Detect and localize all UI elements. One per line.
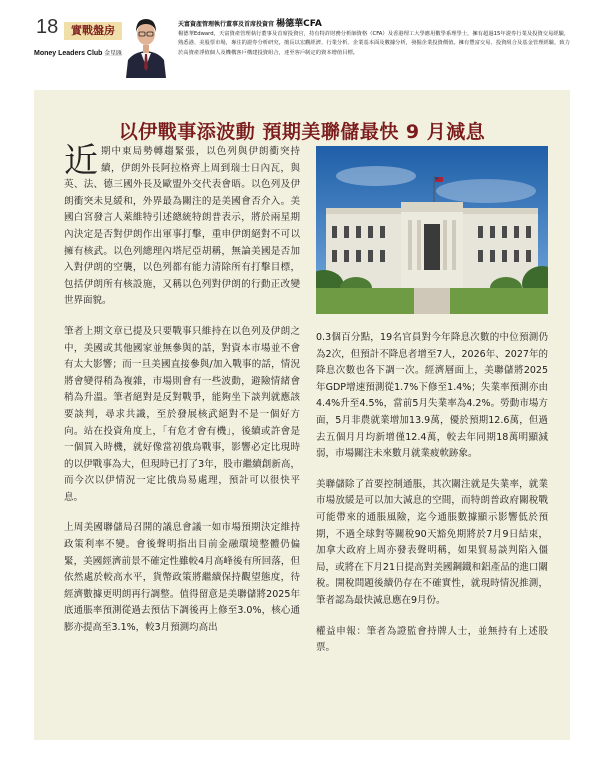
- page-header: [0, 0, 612, 86]
- paragraph-2: 筆者上期文章已提及只要戰事只維持在以色列及伊朗之中，美國或其他國家並無參與的話，對資本市場並不會有太大影響；而一旦美國直接參與/加入戰事的話，情況將會變得稍為複雜，市場則會有一些波動，避險情緒會稍為升溫。筆者絕對是反對戰爭，能夠坐下談判就應該要談判，尋求共識，至於發展核武絕對不是一個好方向。站在投資角度上，「有危才會有機」，後續或許會是一個買入時機，就好像當初俄烏戰事，影響必定比現時的以伊戰事為大，但現時已打了3年，股市繼續創新高，而今次以伊情況一定比俄烏易處理，預計可以很快平息。: [64, 325, 300, 503]
- federal-reserve-photo: [316, 146, 548, 314]
- author-name: 楊德華CFA: [276, 19, 322, 29]
- author-photo: [124, 8, 168, 78]
- paragraph-5: 美聯儲除了首要控制通脹，其次關注就是失業率，就業市場放緩是可以加大減息的空間，而特朗普政府關稅戰可能帶來的通脹風險，迄今通脹數據顯示影響低於預期，不過全球對等關稅90天豁免期將於7月9日結束，加拿大政府上周亦發表聲明稱，如果貿易談判陷入僵局，或將在下月21日提高對美國鋼鐵和鋁產品的進口關稅。開稅問題後續仍存在不確實性，就現時情況推測，筆者認為最快減息應在9月份。: [316, 478, 548, 606]
- paragraph-3: 上周美國聯儲局召開的議息會議一如市場預期決定維持政策利率不變。會後聲明指出目前金融環境整體仍偏緊，美國經濟前景不確定性雖較4月高峰後有所回落，但依然處於較高水平，貨幣政策將繼續保持觀望態度，待經濟數據更明朗再行調整。值得留意是美聯儲將2025年底通脹率預測從過去預估下調後再上修至3.0%，核心通膨亦提高至3.1%，較3月預測均高出: [64, 522, 300, 634]
- drop-cap: 近: [64, 141, 98, 181]
- paragraph-1: [64, 141, 300, 310]
- club-name-en: Money Leaders Club: [34, 50, 103, 57]
- right-column: [316, 330, 548, 671]
- club-name-zh: 金星匯: [104, 51, 123, 57]
- paragraph-1-text: 期中東局勢轉趨緊張，以色列與伊朗衝突持續，伊朗外長阿拉格齊上周到瑞士日內瓦，與英、法、德三國外長及歐盟外交代表會晤。以色列及伊朗衝突未見緩和，外界最為關注的是美國會否介入。美國白宮發言人萊維特引述總統特朗普表示，將於兩星期內決定是否對伊朗作出軍事打擊，重申伊朗絕對不可以擁有核武。以色列總理內塔尼亞胡稱，無論美國是否加入對伊朗的空襲，以色列都有能力清除所有打擊目標，包括伊朗所有核設施，又稱以色列對伊朗的行動正改變世界面貌。: [64, 146, 300, 307]
- paragraph-4: 0.3個百分點，19名官員對今年降息次數的中位預測仍為2次，但預計不降息者增至7人，2026年、2027年的降息次數也各下調一次。經濟層面上，美聯儲將2025年GDP增速預測從1.7%下修至1.4%；失業率預測亦由4.4%升至4.5%，當前5月失業率為4.2%。勞動市場方面，5月非農就業增加13.9萬，優於預期12.6萬，但過去五個月月均新增僅12.4萬，較去年同期18萬明顯減弱，市場關注未來數月就業疲軟跡象。: [316, 332, 548, 460]
- author-bio: 楊德華Edward，天富資產管理執行董事及首席投資官，持有特許財務分析師資格（CFA）及香港理工大學應用數學系理學士，擁有超過15年證券行業及投資交易經驗，熟悉港、美股票市場，專注的證券分析研究，擅長以宏觀經濟、行業分析、企業基本面及數據分析，發掘企業投資價值。擁有豐富交易、投資組合及基金管理經驗，致力於高資產淨值個人及機構客戶構建投資組合，達至客戶制定的資本增值目標。: [178, 31, 570, 56]
- author-heading: [178, 16, 322, 29]
- page-number: 18: [36, 16, 59, 38]
- club-name: [34, 48, 122, 57]
- disclosure: 權益申報：筆者為證監會持牌人士，並無持有上述股票。: [316, 625, 548, 654]
- section-tag: 實戰盤房: [64, 22, 122, 40]
- left-column: [64, 141, 300, 651]
- author-title: 天富資產管理執行董事及首席投資官: [178, 21, 275, 28]
- article-title: 以伊戰事添波動 預期美聯儲最快 9 月減息: [118, 120, 486, 143]
